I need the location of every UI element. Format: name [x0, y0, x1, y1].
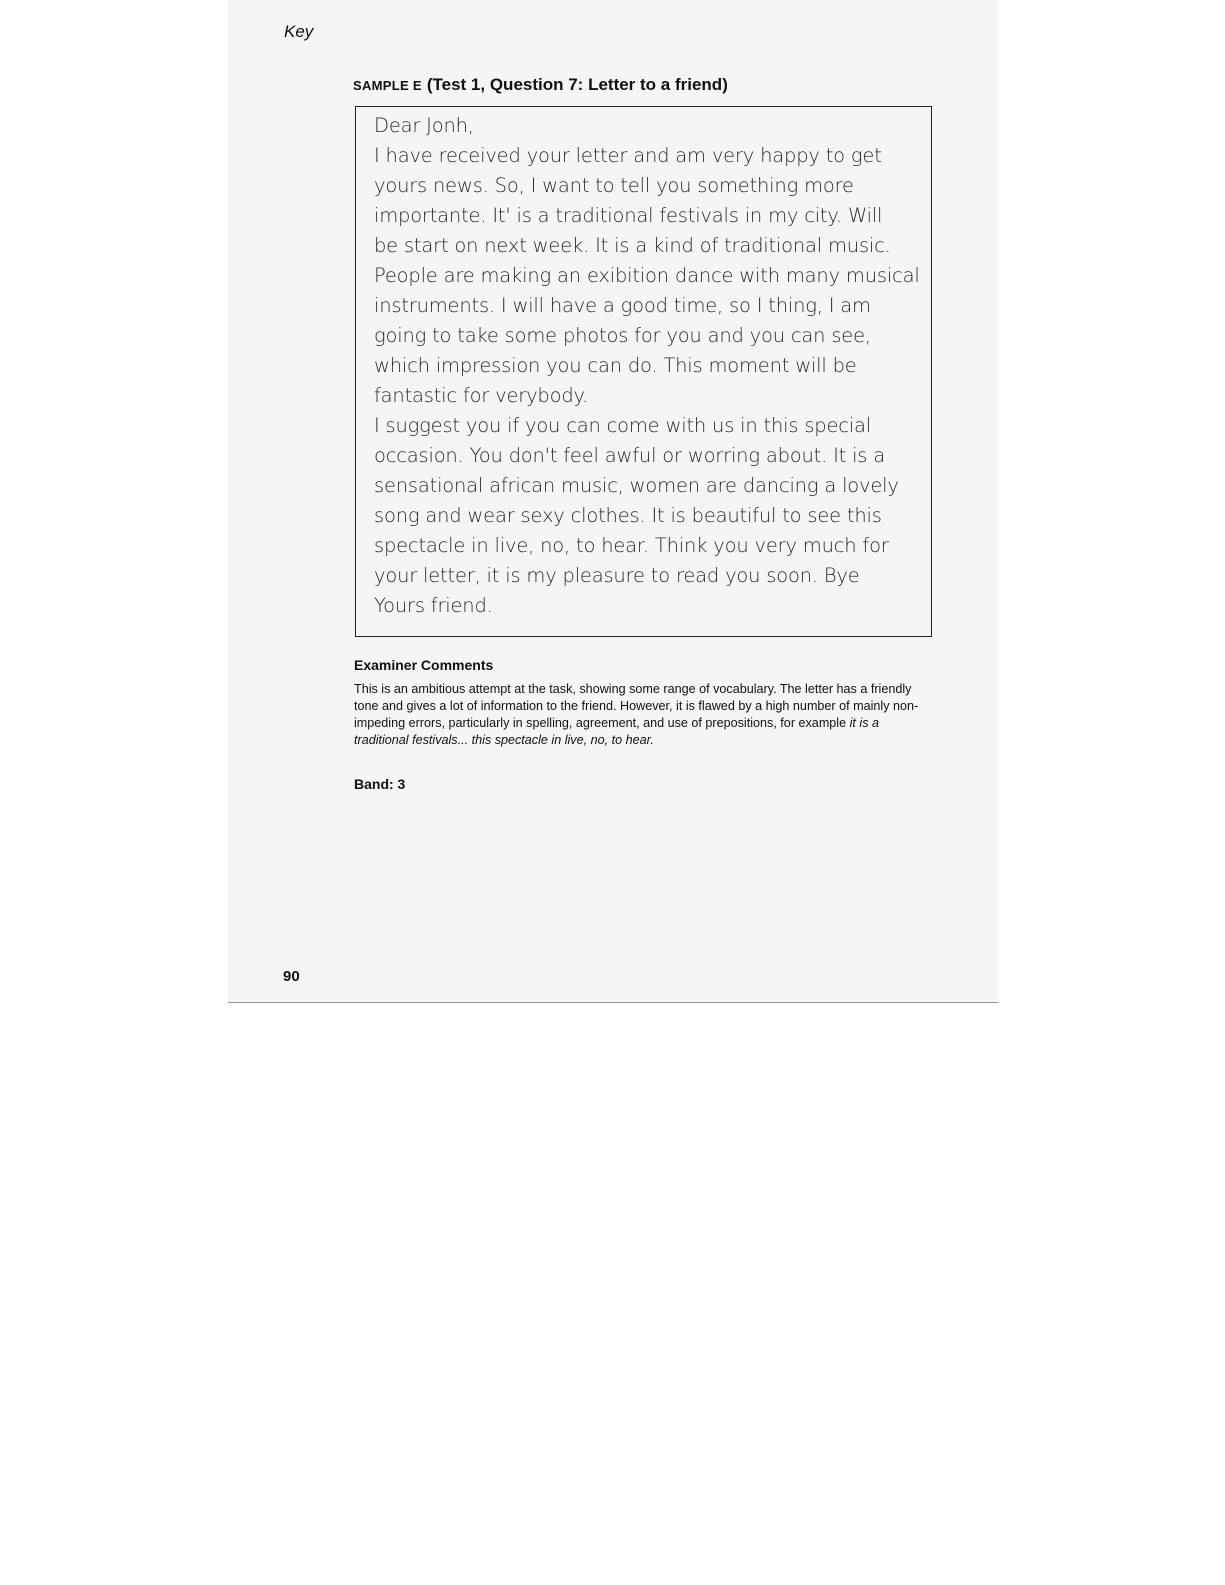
letter-line: Yours friend. [374, 594, 493, 617]
letter-line: be start on next week. It is a kind of traditional music. [374, 234, 891, 257]
letter-line: which impression you can do. This moment will be [374, 354, 857, 377]
letter-line: occasion. You don't feel awful or worring about. It is a [374, 444, 885, 467]
letter-line: your letter, it is my pleasure to read you soon. Bye [374, 564, 860, 587]
letter-line: yours news. So, I want to tell you something more [374, 174, 854, 197]
letter-line: instruments. I will have a good time, so I thing, I am [374, 294, 871, 317]
band-score: Band: 3 [354, 776, 406, 792]
letter-line: going to take some photos for you and you can see, [374, 324, 871, 347]
letter-line: I have received your letter and am very happy to get [374, 144, 882, 167]
sample-label: SAMPLE E [353, 78, 422, 93]
comments-example: it is a traditional festivals... this spectacle in live, no, to hear. [354, 716, 880, 747]
letter-box [355, 106, 932, 637]
letter-line: importante. It' is a traditional festivals in my city. Will [374, 204, 883, 227]
sample-description: (Test 1, Question 7: Letter to a friend) [426, 75, 728, 94]
letter-line: song and wear sexy clothes. It is beautiful to see this [374, 504, 882, 527]
examiner-comments-text [354, 681, 934, 749]
letter-line: sensational african music, women are dancing a lovely [374, 474, 899, 497]
letter-line: spectacle in live, no, to hear. Think you very much for [374, 534, 889, 557]
document-page [228, 0, 998, 1003]
letter-line: Dear Jonh, [374, 114, 474, 137]
running-head: Key [284, 22, 314, 41]
letter-text [374, 111, 922, 621]
letter-line: I suggest you if you can come with us in this special [374, 414, 871, 437]
examiner-comments-heading: Examiner Comments [354, 657, 494, 673]
page-number: 90 [283, 968, 300, 985]
comments-main-text: This is an ambitious attempt at the task, showing some range of vocabulary. The letter has a friendly tone and gives a lot of information to the friend. However, it is flawed by a high number of mainly non-impeding errors, particularly in spelling, agreement, and use of prepositions, for example [354, 682, 919, 730]
sample-title [353, 75, 728, 95]
letter-line: People are making an exibition dance with many musical [374, 264, 920, 287]
letter-line: fantastic for verybody. [374, 384, 589, 407]
